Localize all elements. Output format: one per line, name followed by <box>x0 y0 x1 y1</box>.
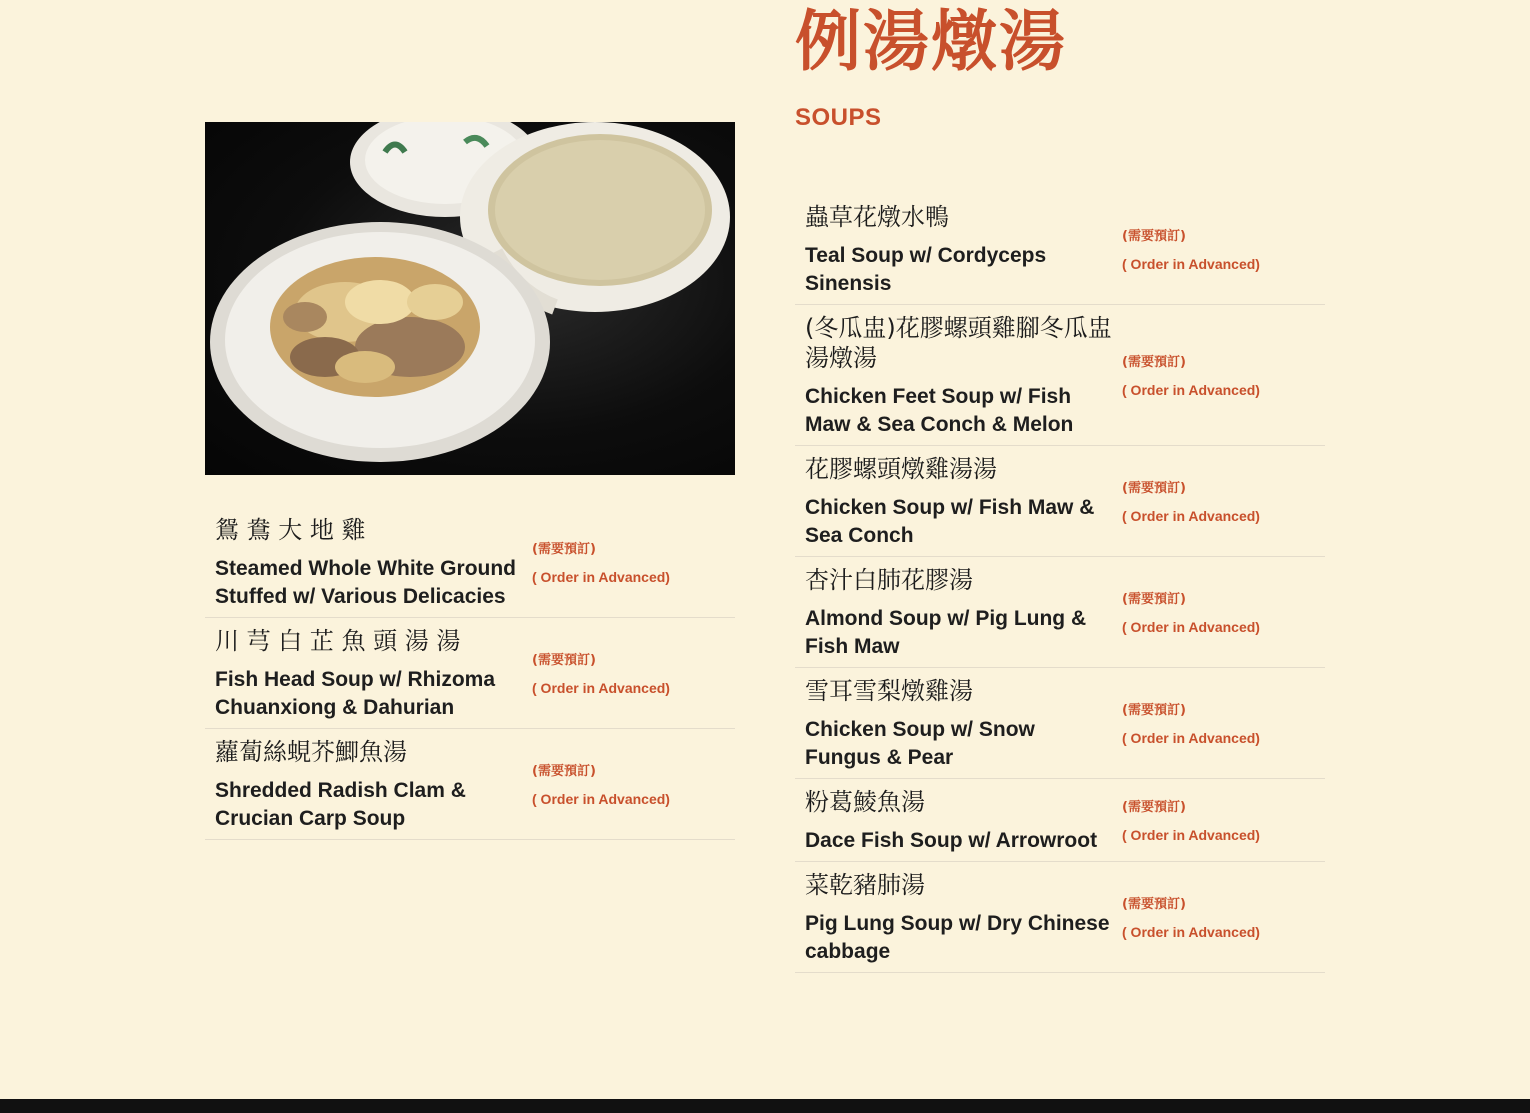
order-note-english: ( Order in Advanced) <box>1122 618 1260 635</box>
menu-item[interactable] <box>205 507 735 618</box>
left-column <box>205 122 735 840</box>
dish-name-chinese: (冬瓜盅)花膠螺頭雞腳冬瓜盅湯燉湯 <box>805 314 1112 372</box>
dish-name-chinese: 粉葛鯪魚湯 <box>805 788 925 816</box>
order-note-chinese: (需要預訂) <box>1122 799 1186 815</box>
dish-name-english: Shredded Radish Clam & Crucian Carp Soup <box>215 779 466 830</box>
order-note-english: ( Order in Advanced) <box>532 790 670 807</box>
menu-item[interactable] <box>795 305 1325 446</box>
dish-name-english: Chicken Soup w/ Fish Maw & Sea Conch <box>805 496 1095 547</box>
dish-name-chinese: 川 芎 白 芷 魚 頭 湯 湯 <box>215 627 461 655</box>
dish-name-english: Chicken Soup w/ Snow Fungus & Pear <box>805 718 1035 769</box>
order-note-english: ( Order in Advanced) <box>1122 923 1260 940</box>
dish-name-chinese: 蘿蔔絲蜆芥鯽魚湯 <box>215 738 407 766</box>
menu-item[interactable] <box>205 729 735 840</box>
section-subtitle: SOUPS <box>795 104 882 131</box>
order-note-english: ( Order in Advanced) <box>532 568 670 585</box>
dish-name-english: Teal Soup w/ Cordyceps Sinensis <box>805 244 1047 295</box>
order-note-chinese: (需要預訂) <box>1122 228 1186 244</box>
dish-name-english: Steamed Whole White Ground Stuffed w/ Various Delicacies <box>215 557 517 608</box>
order-note-english: ( Order in Advanced) <box>1122 255 1260 272</box>
dish-name-chinese: 雪耳雪梨燉雞湯 <box>805 677 973 705</box>
menu-item[interactable] <box>205 618 735 729</box>
order-note-chinese: (需要預訂) <box>532 541 596 557</box>
dish-name-chinese: 鴛 鴦 大 地 雞 <box>215 516 366 544</box>
left-menu-list <box>205 507 735 840</box>
order-note-english: ( Order in Advanced) <box>532 679 670 696</box>
dish-name-english: Almond Soup w/ Pig Lung & Fish Maw <box>805 607 1087 658</box>
order-note-english: ( Order in Advanced) <box>1122 507 1260 524</box>
order-note-chinese: (需要預訂) <box>532 652 596 668</box>
dish-name-chinese: 杏汁白肺花膠湯 <box>805 566 973 594</box>
menu-item[interactable] <box>795 194 1325 305</box>
menu-item[interactable] <box>795 446 1325 557</box>
order-note-english: ( Order in Advanced) <box>1122 729 1260 746</box>
menu-item[interactable] <box>795 862 1325 973</box>
dish-name-english: Fish Head Soup w/ Rhizoma Chuanxiong & Dahurian <box>215 668 496 719</box>
order-note-chinese: (需要預訂) <box>1122 896 1186 912</box>
dish-name-chinese: 菜乾豬肺湯 <box>805 871 925 899</box>
order-note-chinese: (需要預訂) <box>1122 480 1186 496</box>
order-note-english: ( Order in Advanced) <box>1122 381 1260 398</box>
page-title: 例湯燉湯 <box>795 3 1067 80</box>
dish-name-chinese: 蟲草花燉水鴨 <box>805 203 949 231</box>
footer-bar <box>0 1099 1530 1113</box>
menu-item[interactable] <box>795 779 1325 862</box>
soup-dish-photo <box>205 122 735 475</box>
order-note-chinese: (需要預訂) <box>1122 354 1186 370</box>
order-note-chinese: (需要預訂) <box>1122 591 1186 607</box>
dish-name-chinese: 花膠螺頭燉雞湯湯 <box>805 455 997 483</box>
right-menu-list <box>795 194 1325 973</box>
dish-name-english: Chicken Feet Soup w/ Fish Maw & Sea Conch & Melon <box>805 385 1074 436</box>
menu-item[interactable] <box>795 668 1325 779</box>
order-note-chinese: (需要預訂) <box>1122 702 1186 718</box>
dish-name-english: Pig Lung Soup w/ Dry Chinese cabbage <box>805 912 1110 963</box>
right-column <box>795 0 1325 973</box>
dish-name-english: Dace Fish Soup w/ Arrowroot <box>805 829 1098 852</box>
menu-item[interactable] <box>795 557 1325 668</box>
order-note-chinese: (需要預訂) <box>532 763 596 779</box>
order-note-english: ( Order in Advanced) <box>1122 826 1260 843</box>
